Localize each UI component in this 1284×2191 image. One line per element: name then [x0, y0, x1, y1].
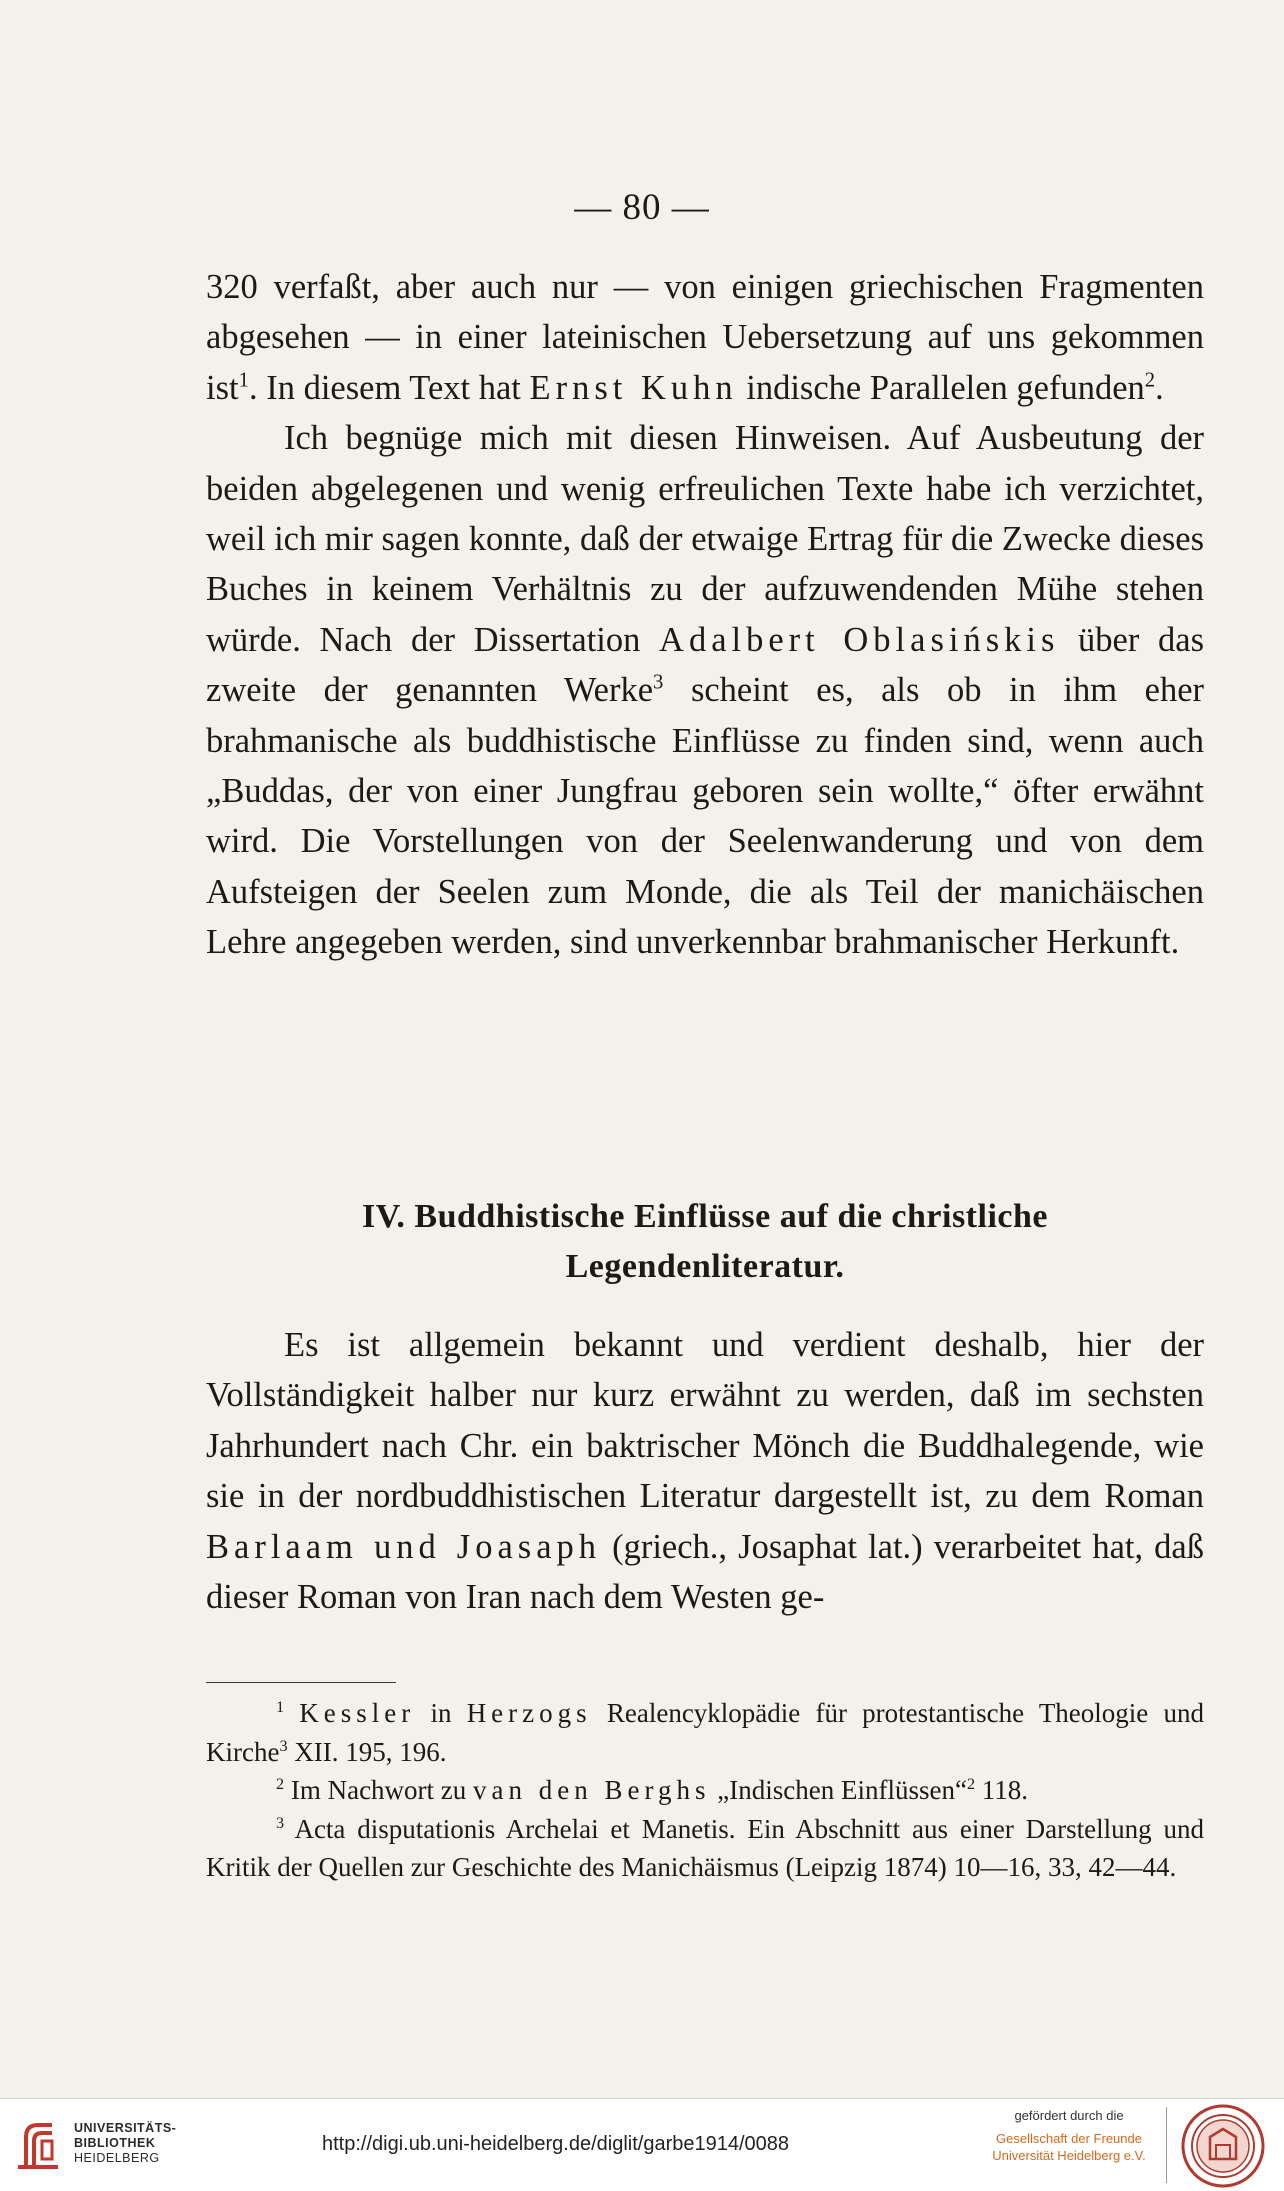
footer-bar — [0, 2098, 1284, 2191]
main-text — [206, 262, 1204, 968]
permalink[interactable]: http://digi.ub.uni-heidelberg.de/diglit/garbe1914/0088 — [322, 2133, 790, 2155]
work-title: Barlaam und Joasaph — [206, 1527, 602, 1566]
library-name: UNIVERSITÄTS- BIBLIOTHEK HEIDELBERG — [74, 2121, 177, 2165]
footnote-ref-3: 3 — [653, 671, 664, 694]
main-text-2 — [206, 1320, 1204, 1622]
footnote-3: $^3$ Acta disputationis Archelai et Manetis. Ein Abschnitt aus einer Darstellung und Kritik der Quellen zur Geschichte des Manichäismus (Leipzig 1874) 10—16, 33, 42—44. — [206, 1813, 1204, 1882]
paragraph-2: Ich begnüge mich mit diesen Hinweisen. Auf Ausbeutung der beiden abgelegenen und wenig erfreulichen Texte habe ich verzichtet, weil ich mir sagen konnte, daß der etwaige Ertrag für die Zwecke dieses Buches in keinem Verhältnis zu der aufzuwendenden Mühe stehen würde. Nach der Dissertation Adalbert Oblasińskis über das zweite der genannten Werke$^3$ scheint es, als ob in ihm eher brahmanische als buddhistische Einflüsse zu finden sind, wenn auch „Buddas, der von einer Jungfrau geboren sein wollte,“ öfter erwähnt wird. Die Vorstellungen von der Seelenwanderung und von dem Aufsteigen der Seelen zum Monde, die als Teil der manichäischen Lehre angegeben werden, sind unverkennbar brahmanischer Herkunft. — [206, 419, 1205, 962]
paragraph-3: Es ist allgemein bekannt und verdient deshalb, hier der Vollständigkeit halber nur kurz erwähnt zu werden, daß im sechsten Jahrhundert nach Chr. ein baktrischer Mönch die Buddhalegende, wie sie in der nordbuddhistischen Literatur dargestellt ist, zu dem Roman Barlaam und Joasaph (griech., Josaphat lat.) verarbeitet hat, daß dieser Roman von Iran nach dem Westen ge- — [206, 1326, 1204, 1617]
person-name: Ernst Kuhn — [529, 368, 738, 407]
footnote-ref-2: 2 — [1144, 369, 1156, 392]
footnote-2: $^2$ Im Nachwort zu van den Berghs „Indischen Einflüssen“$^2$ 118. — [276, 1775, 1029, 1805]
university-seal-icon — [1180, 2103, 1266, 2189]
person-name: Adalbert Oblasińskis — [659, 620, 1060, 659]
sponsor-credit: gefördert durch die Gesellschaft der Freunde Universität Heidelberg e.V. — [992, 2108, 1146, 2163]
footnote-divider — [206, 1682, 396, 1683]
section-heading: IV. Buddhistische Einflüsse auf die christliche Legendenliteratur. — [361, 1198, 1048, 1285]
footnote-1: $^1$ Kessler in Herzogs Realencyklopädie für protestantische Theologie und Kirche$^3$ XII. 195, 196. — [206, 1698, 1204, 1767]
paragraph-1: 320 verfaßt, aber auch nur — von einigen griechischen Fragmenten abgesehen — in einer lateinischen Uebersetzung auf uns gekommen ist$^1$. In diesem Text hat Ernst Kuhn indische Parallelen gefunden$^2$. — [206, 268, 1204, 407]
page-number: — 80 — — [574, 187, 710, 228]
footnotes — [206, 1694, 1204, 1887]
footnote-ref-1: 1 — [238, 369, 249, 392]
ub-heidelberg-logo-icon[interactable] — [12, 2117, 64, 2175]
footer-divider — [1166, 2107, 1167, 2183]
